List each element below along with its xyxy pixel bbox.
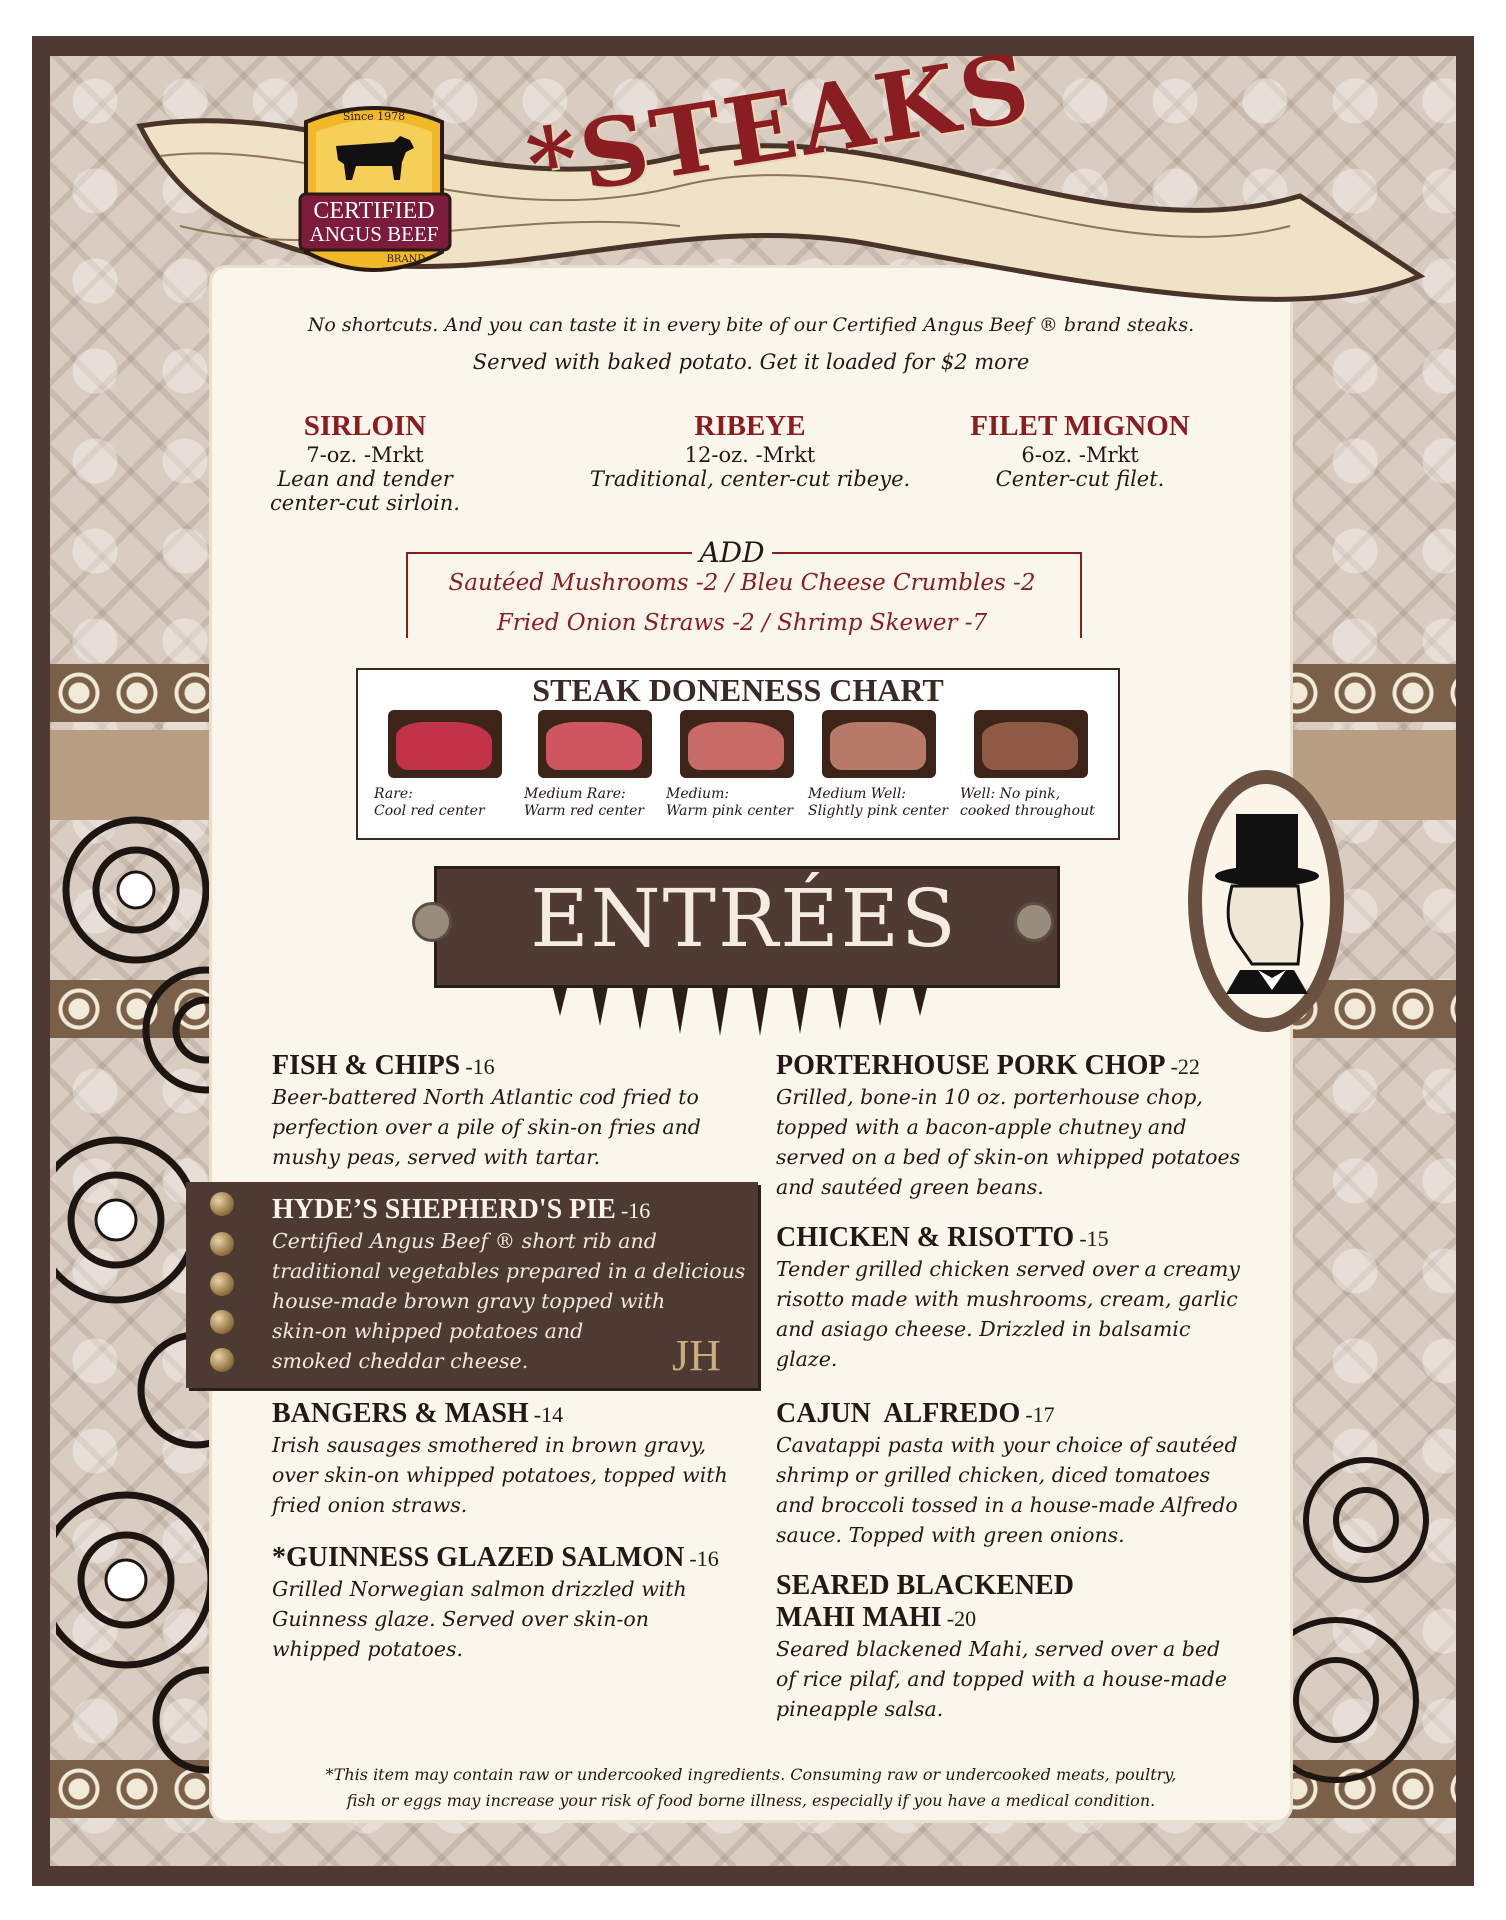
entree-name-line1: SEARED BLACKENED [776, 1570, 1074, 1601]
entree-cajun-alfredo [776, 1398, 1276, 1550]
entree-porterhouse-pork-chop [776, 1050, 1276, 1202]
doneness-label-line2: Slightly pink center [808, 803, 949, 819]
steak-interior [546, 722, 642, 770]
entree-price: -14 [533, 1402, 564, 1427]
entree-desc: topped with a bacon-apple chutney and [776, 1115, 1187, 1139]
badge-since: Since 1978 [342, 110, 406, 123]
entree-desc: and asiago cheese. Drizzled in balsamic [776, 1317, 1191, 1341]
doneness-label-line1: Medium: [666, 786, 730, 802]
doneness-label-line1: Medium Well: [808, 786, 907, 802]
steak-name: SIRLOIN [303, 410, 427, 442]
doneness-label-line1: Rare: [374, 786, 413, 802]
badge-brand: BRAND [386, 254, 426, 265]
entree-desc: Grilled Norwegian salmon drizzled with [272, 1577, 687, 1601]
steak-cut-sirloin [240, 410, 490, 515]
entree-desc: skin-on whipped potatoes and [272, 1319, 584, 1343]
steak-doneness-photo [974, 710, 1088, 778]
steak-doneness-photo [680, 710, 794, 778]
entree-desc: glaze. [776, 1347, 838, 1371]
entree-desc: Certified Angus Beef ® short rib and [272, 1229, 657, 1253]
house-mark-logo: JH [672, 1331, 721, 1380]
steak-size: 7-oz. -Mrkt [306, 443, 424, 467]
cameo-frame [1188, 770, 1344, 1032]
entree-name: HYDE’S SHEPHERD'S PIE [272, 1194, 616, 1225]
steak-desc: Center-cut filet. [995, 467, 1165, 491]
entree-desc: risotto made with mushrooms, cream, garlic [776, 1287, 1238, 1311]
entree-name: *GUINNESS GLAZED SALMON [272, 1542, 685, 1573]
doneness-label-line2: Cool red center [374, 803, 485, 819]
badge-line2: ANGUS BEEF [309, 222, 439, 246]
doneness-label-line2: Warm red center [524, 803, 645, 819]
entree-fish-and-chips [272, 1050, 762, 1172]
entree-bangers-and-mash [272, 1398, 762, 1520]
steak-interior [396, 722, 492, 770]
doneness-label [808, 786, 948, 820]
doneness-label-line1: Well: No pink, [960, 786, 1061, 802]
bullet-icon [210, 1348, 234, 1372]
bullet-icon [210, 1192, 234, 1216]
entree-desc: house-made brown gravy topped with [272, 1289, 666, 1313]
entree-desc: mushy peas, served with tartar. [272, 1145, 601, 1169]
entree-name: PORTERHOUSE PORK CHOP [776, 1050, 1166, 1081]
entree-desc: perfection over a pile of skin-on fries and [272, 1115, 701, 1139]
entree-price: -17 [1025, 1402, 1055, 1427]
steak-size: 12-oz. -Mrkt [684, 443, 816, 467]
entree-desc: traditional vegetables prepared in a delicious [272, 1259, 746, 1283]
entree-desc: Beer-battered North Atlantic cod fried to [272, 1085, 699, 1109]
entree-name: BANGERS & MASH [272, 1398, 529, 1429]
steak-cut-ribeye [560, 410, 940, 491]
entree-desc: pineapple salsa. [776, 1697, 944, 1721]
steak-name: FILET MIGNON [970, 410, 1190, 442]
doneness-label [374, 786, 485, 820]
entree-desc: whipped potatoes. [272, 1637, 463, 1661]
entree-desc: smoked cheddar cheese. [272, 1349, 529, 1373]
certified-angus-beef-badge [286, 102, 462, 288]
bullet-icon [210, 1232, 234, 1256]
steak-doneness-chart [356, 668, 1120, 840]
entree-guinness-glazed-salmon [272, 1542, 762, 1664]
entree-desc: and sautéed green beans. [776, 1175, 1044, 1199]
entree-price: -16 [465, 1054, 495, 1079]
steak-name: RIBEYE [694, 410, 806, 442]
entree-desc: shrimp or grilled chicken, diced tomatoes [776, 1463, 1211, 1487]
steak-interior [982, 722, 1078, 770]
entree-desc: over skin-on whipped potatoes, topped with [272, 1463, 728, 1487]
doneness-title: STEAK DONENESS CHART [532, 672, 944, 708]
entree-desc: Irish sausages smothered in brown gravy, [272, 1433, 707, 1457]
cow-silhouette-icon [330, 132, 418, 184]
doneness-label [666, 786, 793, 820]
steak-desc: Lean and tender [277, 467, 453, 491]
entree-desc: Grilled, bone-in 10 oz. porterhouse chop, [776, 1085, 1203, 1109]
doneness-label-line2: Warm pink center [666, 803, 794, 819]
entree-desc: Cavatappi pasta with your choice of sautéed [776, 1433, 1238, 1457]
entree-desc: Tender grilled chicken served over a creamy [776, 1257, 1240, 1281]
add-line2: Fried Onion Straws -2 / Shrimp Skewer -7 [496, 610, 988, 636]
entree-price: -16 [689, 1546, 719, 1571]
steaks-intro-line2: Served with baked potato. Get it loaded for $2 more [472, 350, 1030, 374]
entree-name: CHICKEN & RISOTTO [776, 1222, 1075, 1253]
doneness-label-line1: Medium Rare: [524, 786, 626, 802]
steak-size: 6-oz. -Mrkt [1021, 443, 1139, 467]
entree-desc: fried onion straws. [272, 1493, 468, 1517]
steak-doneness-photo [822, 710, 936, 778]
entree-name: MAHI MAHI [776, 1602, 942, 1633]
doneness-label-line2: cooked throughout [960, 803, 1095, 819]
entree-seared-blackened-mahi-mahi [776, 1570, 1276, 1724]
entree-price: -22 [1170, 1054, 1200, 1079]
bullet-icon [210, 1310, 234, 1334]
footnote-line1: *This item may contain raw or undercooked ingredients. Consuming raw or undercooked meats, poultry, [325, 1765, 1177, 1784]
entree-chicken-and-risotto [776, 1222, 1276, 1374]
steak-interior [688, 722, 784, 770]
steak-doneness-photo [388, 710, 502, 778]
footnote-line2: fish or eggs may increase your risk of food borne illness, especially if you have a medical condition. [346, 1791, 1156, 1810]
entree-price: -15 [1079, 1226, 1109, 1251]
doneness-label [524, 786, 644, 820]
entree-price: -16 [620, 1198, 651, 1223]
entree-desc: sauce. Topped with green onions. [776, 1523, 1125, 1547]
steaks-title: *STEAKS [520, 32, 1041, 221]
bullet-icon [210, 1272, 234, 1296]
entree-desc: of rice pilaf, and topped with a house-made [776, 1667, 1227, 1691]
steak-desc: Traditional, center-cut ribeye. [589, 467, 911, 491]
add-label: ADD [692, 536, 772, 569]
gentleman-top-hat-portrait-icon [1212, 814, 1322, 994]
steaks-intro-line1: No shortcuts. And you can taste it in every bite of our Certified Angus Beef ® brand steaks. [307, 314, 1195, 336]
entrees-title: ENTRÉES [530, 872, 958, 965]
entree-price: -20 [946, 1606, 977, 1631]
steak-interior [830, 722, 926, 770]
entree-desc: served on a bed of skin-on whipped potatoes [776, 1145, 1241, 1169]
entree-name: FISH & CHIPS [272, 1050, 461, 1081]
add-line1: Sautéed Mushrooms -2 / Bleu Cheese Crumbles -2 [448, 570, 1036, 596]
entree-desc: Seared blackened Mahi, served over a bed [776, 1637, 1221, 1661]
entree-desc: Guinness glaze. Served over skin-on [272, 1607, 649, 1631]
steak-cut-filet-mignon [960, 410, 1200, 491]
badge-line1: CERTIFIED [313, 198, 435, 224]
entree-name: CAJUN ALFREDO [776, 1398, 1021, 1429]
steak-doneness-photo [538, 710, 652, 778]
entree-hydes-shepherds-pie [272, 1194, 756, 1376]
steak-desc: center-cut sirloin. [270, 491, 460, 515]
entree-desc: and broccoli tossed in a house-made Alfredo [776, 1493, 1238, 1517]
doneness-label [960, 786, 1095, 820]
